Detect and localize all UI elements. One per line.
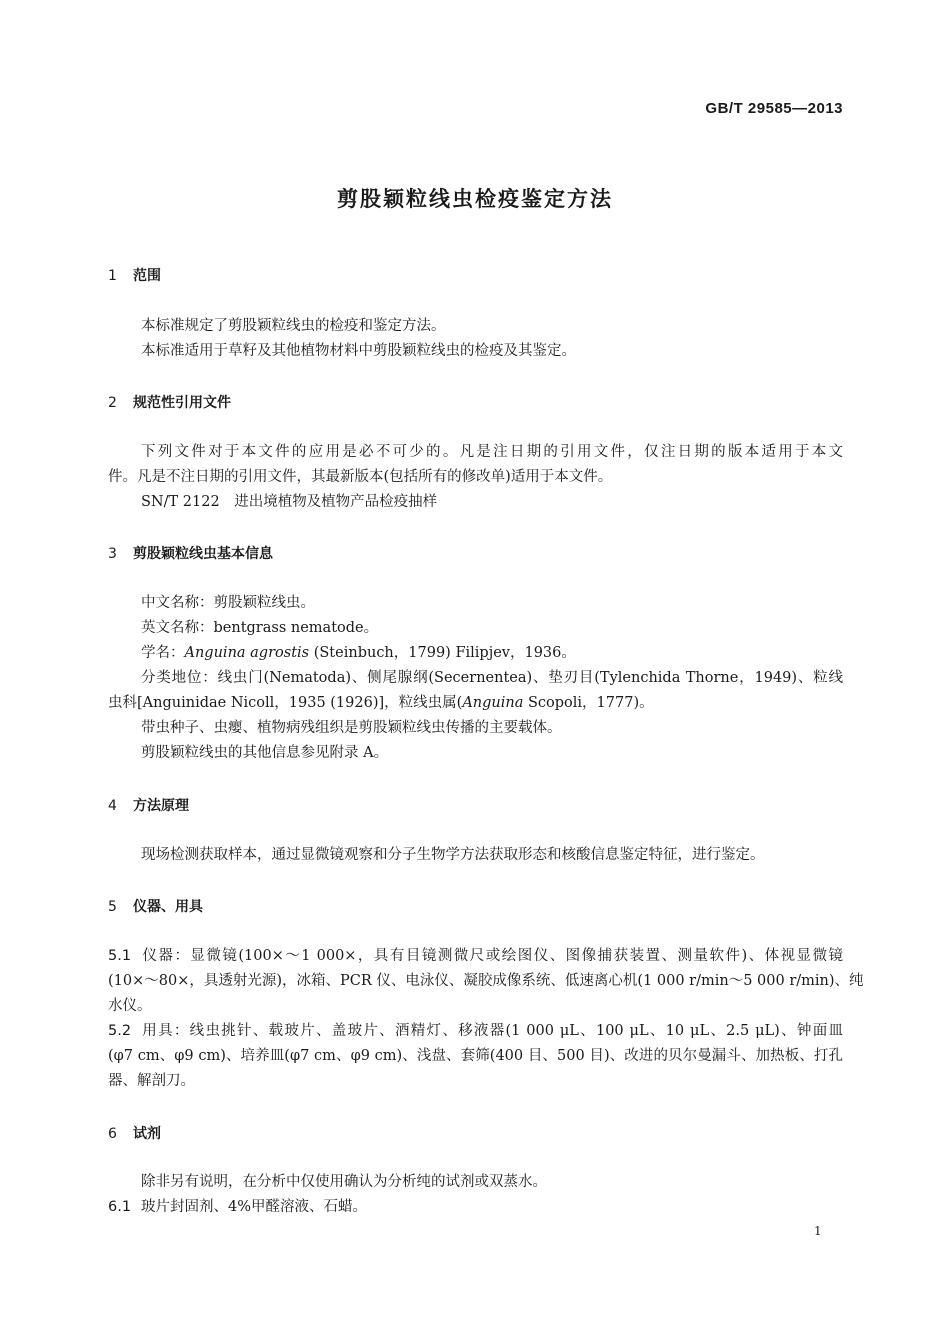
section-number: 5 <box>108 899 117 915</box>
text: 用具：线虫挑针、载玻片、盖玻片、酒精灯、移液器(1 000 μL、100 μL、10 μL、2.5 μL)、钟面皿 <box>141 1023 843 1039</box>
clause-5-2-line: (φ7 cm、φ9 cm)、培养皿(φ7 cm、φ9 cm)、浅盘、套筛(400 目、500 目)、改进的贝尔曼漏斗、加热板、打孔 <box>108 1048 843 1064</box>
section-3-heading <box>108 543 273 563</box>
section-title: 试剂 <box>133 1126 161 1142</box>
section-title: 范围 <box>133 268 161 284</box>
paragraph-line: 件。凡是不注日期的引用文件，其最新版本(包括所有的修改单)适用于本文件。 <box>108 469 613 485</box>
section-1-heading <box>108 265 161 285</box>
text: 玻片封固剂、4%甲醛溶液、石蜡。 <box>141 1199 368 1215</box>
paragraph: 本标准适用于草籽及其他植物材料中剪股颖粒线虫的检疫及其鉴定。 <box>141 343 576 359</box>
paragraph: 本标准规定了剪股颖粒线虫的检疫和鉴定方法。 <box>141 318 446 334</box>
english-name: 英文名称：bentgrass nematode。 <box>141 620 379 636</box>
section-4-heading <box>108 795 189 815</box>
section-number: 1 <box>108 268 117 284</box>
paragraph: 现场检测获取样本，通过显微镜观察和分子生物学方法获取形态和核酸信息鉴定特征，进行鉴定。 <box>141 847 765 863</box>
paragraph: 剪股颖粒线虫的其他信息参见附录 A。 <box>141 745 389 761</box>
text: Scopoli，1777)。 <box>523 695 654 711</box>
italic-text: Anguina agrostis <box>184 645 310 661</box>
document-title: 剪股颖粒线虫检疫鉴定方法 <box>337 187 613 211</box>
scientific-name <box>141 643 843 663</box>
section-number: 4 <box>108 798 117 814</box>
clause-5-1-line: 水仪。 <box>108 998 152 1014</box>
clause-5-2-line: 器、解剖刀。 <box>108 1073 195 1089</box>
section-title: 剪股颖粒线虫基本信息 <box>133 546 273 562</box>
paragraph: 除非另有说明，在分析中仅使用确认为分析纯的试剂或双蒸水。 <box>141 1174 547 1190</box>
section-title: 仪器、用具 <box>133 899 203 915</box>
clause-5-2-line <box>108 1021 843 1041</box>
text: 虫科[Anguinidae Nicoll，1935 (1926)]，粒线虫属( <box>108 695 463 711</box>
page-number: 1 <box>814 1224 822 1238</box>
section-6-heading <box>108 1123 161 1143</box>
text: 学名： <box>141 645 185 661</box>
text: 仪器：显微镜(100×～1 000×，具有目镜测微尺或绘图仪、图像捕获装置、测量软件)、体视显微镜 <box>141 948 843 964</box>
section-title: 方法原理 <box>133 798 189 814</box>
taxonomy-line: 分类地位：线虫门(Nematoda)、侧尾腺纲(Secernentea)、垫刃目(Tylenchida Thorne，1949)、粒线 <box>141 670 843 686</box>
section-title: 规范性引用文件 <box>133 395 231 411</box>
clause-number: 6.1 <box>108 1199 132 1215</box>
clause-number: 5.2 <box>108 1023 132 1039</box>
paragraph-line: 下列文件对于本文件的应用是必不可少的。凡是注日期的引用文件，仅注日期的版本适用于本文 <box>141 444 843 460</box>
section-number: 3 <box>108 546 117 562</box>
section-number: 6 <box>108 1126 117 1142</box>
normative-reference: SN/T 2122 进出境植物及植物产品检疫抽样 <box>141 494 438 510</box>
paragraph: 带虫种子、虫瘿、植物病残组织是剪股颖粒线虫传播的主要载体。 <box>141 720 562 736</box>
chinese-name: 中文名称：剪股颖粒线虫。 <box>141 595 315 611</box>
section-2-heading <box>108 392 231 412</box>
italic-text: Anguina <box>462 695 524 711</box>
clause-6-1 <box>108 1197 843 1217</box>
text: (Steinbuch，1799) Filipjev，1936。 <box>309 645 576 661</box>
clause-number: 5.1 <box>108 948 132 964</box>
clause-5-1-line: (10×～80×，具透射光源)，冰箱、PCR 仪、电泳仪、凝胶成像系统、低速离心机(1 000 r/min～5 000 r/min)、纯 <box>108 973 864 989</box>
standard-code: GB/T 29585—2013 <box>705 100 843 117</box>
section-5-heading <box>108 896 203 916</box>
taxonomy-line <box>108 693 843 713</box>
section-number: 2 <box>108 395 117 411</box>
clause-5-1-line <box>108 946 843 966</box>
